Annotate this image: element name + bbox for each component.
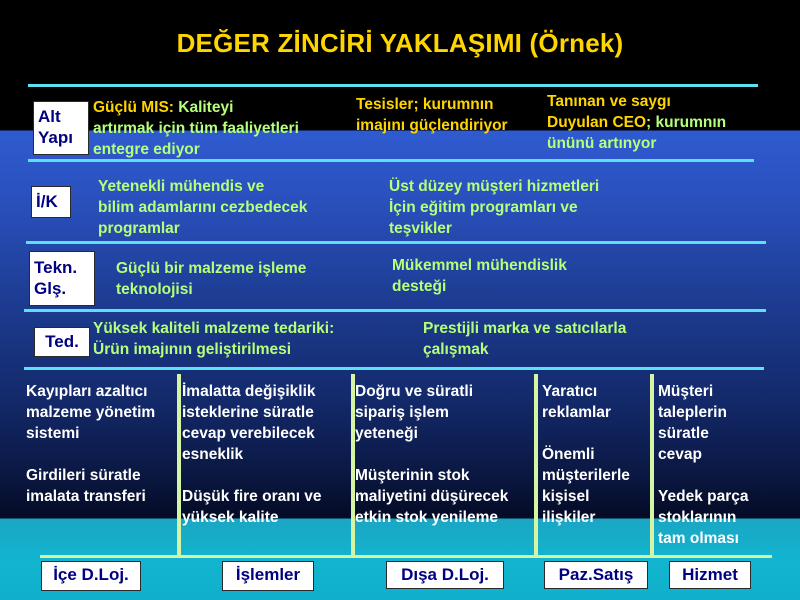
- ted-supply-text: Yüksek kaliteli malzeme tedariki: Ürün imajının geliştirilmesi: [93, 320, 335, 358]
- row-label-tekn: Tekn. Glş.: [29, 251, 95, 306]
- page-title: DEĞER ZİNCİRİ YAKLAŞIMI (Örnek): [176, 28, 624, 58]
- alt-yapi-mis-text: [93, 97, 299, 160]
- separator-line: [28, 84, 758, 87]
- primary-ice-dloj-text: Kayıpları azaltıcı malzeme yönetim sistemi Girdileri süratle imalata transferi: [26, 383, 156, 505]
- separator-line: [24, 309, 766, 312]
- row-label-alt-yapi: Alt Yapı: [33, 101, 89, 155]
- alt-yapi-tesisler-text: [356, 94, 508, 136]
- label-hizmet: Hizmet: [669, 561, 751, 589]
- tekn-processing-text: Güçlü bir malzeme işleme teknolojisi: [116, 260, 307, 298]
- alt-yapi-mis-rest: Kaliteyi artırmak için tüm faaliyetleri entegre ediyor: [93, 99, 299, 158]
- alt-yapi-ceo-text: [547, 91, 726, 154]
- alt-yapi-mis-prefix: Güçlü MIS:: [93, 99, 179, 116]
- label-islemler: İşlemler: [222, 561, 314, 591]
- primary-hizmet-text: Müşteri taleplerin süratle cevap Yedek parça stoklarının tam olması: [658, 383, 749, 547]
- column-divider: [177, 374, 181, 556]
- primary-disa-dloj-text: Doğru ve süratli sipariş işlem yeteneği Müşterinin stok maliyetini düşürecek etkin stok yenileme: [355, 383, 509, 526]
- separator-line: [26, 241, 766, 244]
- tekn-engineering-text: Mükemmel mühendislik desteği: [392, 257, 567, 295]
- label-ice-dloj: İçe D.Loj.: [41, 561, 141, 591]
- label-disa-dloj: Dışa D.Loj.: [386, 561, 504, 589]
- ted-brand-text: Prestijli marka ve satıcılarla çalışmak: [423, 320, 627, 358]
- alt-yapi-tesisler-span: Tesisler; kurumnın imajını güçlendiriyor: [356, 96, 508, 134]
- alt-yapi-ceo-yellow: Tanınan ve saygı Duyulan CEO: [547, 93, 671, 131]
- primary-islemler-text: İmalatta değişiklik isteklerine süratle cevap verebilecek esneklik Düşük fire oranı ve yüksek kalite: [182, 383, 322, 526]
- column-divider: [650, 374, 654, 556]
- separator-line: [24, 367, 764, 370]
- primary-paz-satis-text: Yaratıcı reklamlar Önemli müşterilerle kişisel ilişkiler: [542, 383, 630, 526]
- ik-training-text: Üst düzey müşteri hizmetleri İçin eğitim programları ve teşvikler: [389, 178, 600, 237]
- row-label-ted: Ted.: [34, 327, 90, 357]
- alt-yapi-ceo-rest: ; kurumnın ününü artınyor: [547, 114, 727, 152]
- row-label-ik: İ/K: [31, 186, 71, 218]
- label-paz-satis: Paz.Satış: [544, 561, 648, 589]
- bottom-line: [40, 555, 772, 558]
- column-divider: [534, 374, 538, 556]
- ik-engineers-text: Yetenekli mühendis ve bilim adamlarını cezbedecek programlar: [98, 178, 308, 237]
